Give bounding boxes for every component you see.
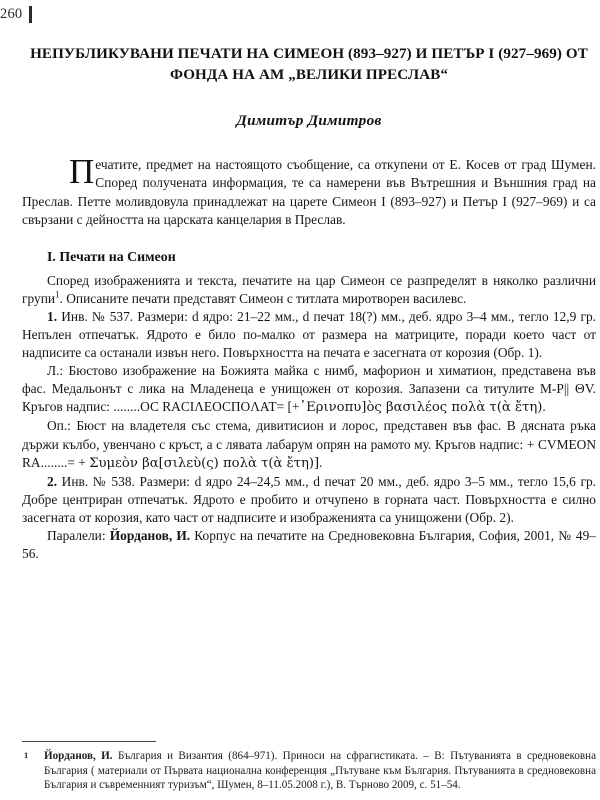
drop-cap: П <box>69 152 95 192</box>
seal-1-obverse-text-2: . <box>542 399 546 415</box>
seal-1-text-1: Инв. № 537. Размери: d ядро: 21–22 мм., d печат 18(?) мм., деб. ядро 3–4 мм., тегло 12,9 гр. Непълен отпечатък. Ядрото е било по-малко от размера на матриците, поради което част от надписите са останали извън него. Повърхността на печата е засегната от корозия (Обр. 1). <box>22 308 596 361</box>
page-number: 260 <box>0 6 23 23</box>
footnote-separator-rule <box>22 741 156 742</box>
section-paragraphs <box>22 272 596 564</box>
intro-paragraph <box>22 152 596 228</box>
running-head <box>0 6 32 23</box>
group-intro-text-0: Според изображенията и текста, печатите на цар Симеон се разпределят в няколко различни групи <box>22 272 596 306</box>
body-text <box>22 130 596 563</box>
footnote-1 <box>22 749 596 793</box>
group-intro-footnote-ref[interactable]: 1 <box>55 289 60 300</box>
section-heading-1: I. Печати на Симеон <box>47 249 176 265</box>
author-byline: Димитър Димитров <box>236 112 382 130</box>
seal-1-reverse-text-0: Оп.: Бюст на владетеля със стема, дивитисион и лорос, представен във фас. В дясната ръка държи кълбо, увенчано с кръст, а с лявата лабарум опрян на рамото му. Кръгов надпис: + CVMEON RA........= + <box>22 418 596 470</box>
footnote-text-1: България и Византия (864–971). Приноси на сфрагистиката. – В: Пътуванията в средновековна България ( материали от Първата национална конференция „Пътуване към България. Пътуванията в средновековна България и съвременният туризъм“, Шумен, 8–11.05.2008 г.), В. Търново 2009, с. 51–54. <box>44 750 596 792</box>
seal-2-bold-0: 2. <box>47 473 58 489</box>
text-column <box>22 44 596 563</box>
group-intro-text-2: . Описаните печати представят Симеон с титлата миротворен василевс. <box>59 290 467 306</box>
paragraph-seal-1 <box>22 308 596 362</box>
seal-1-obverse-text-0: Л.: Бюстово изображение на Божията майка с нимб, мафорион и химатион, представена във фас. Медальонът с лика на Младенеца е унищожен от корозия. Запазени са титулите M-P|| ΘV. Кръгов надпис: ........ОС RACIΛЕОСПОΛАТ= [+ <box>22 363 596 415</box>
footnote-bold-0: Йорданов, И. <box>44 750 113 763</box>
paragraph-group-intro <box>22 272 596 308</box>
seal-2-parallels-text-0: Паралели: <box>47 528 110 544</box>
seal-1-obverse-greek-1: ᾿Ερινοπυ]ὸς βασιλέος πολὰ τ(ὰ ἔτη) <box>299 400 543 416</box>
paragraph-seal-1-reverse <box>22 417 596 472</box>
seal-1-bold-0: 1. <box>47 308 58 324</box>
footnote-text <box>44 749 596 793</box>
intro-paragraph-text: ечатите, предмет на настоящото съобщение, са откупени от Е. Косев от град Шумен. Според получената информация, те са намерени във Вътрешния и Външния град на Преслав. Петте моливдовула принадлежат на царете Симеон I (893–927) и Петър I (927–969) и са свързани с дейността на царската канцелария в Преслав. <box>22 157 596 227</box>
paragraph-seal-1-obverse <box>22 362 596 417</box>
seal-2-text-1: Инв. № 538. Размери: d ядро 24–24,5 мм., d печат 20 мм., деб. ядро 3–5 мм., тегло 15,6 гр. Добре центриран отпечатък. Ядрото е пробито и отчупено в горната част. Повърхността е силно засегната от корозия, като част от надписите и изображенията са унищожени (Обр. 2). <box>22 473 596 525</box>
page-title: НЕПУБЛИКУВАНИ ПЕЧАТИ НА СИМЕОН (893–927) И ПЕТЪР I (927–969) ОТ ФОНДА НА АМ „ВЕЛИКИ ПРЕСЛАВ“ <box>30 46 588 83</box>
seal-2-parallels-text-2: Корпус на печатите на Средновековна България, София, 2001, № 49–56. <box>22 528 596 562</box>
footnote-marker: 1 <box>24 750 29 761</box>
seal-1-reverse-greek-1: Συμεὸν βα[σιλεὺ(ς) πολὰ τ(ὰ ἔτη)] <box>89 455 320 471</box>
seal-2-parallels-bold-1: Йорданов, И. <box>109 528 191 544</box>
footnote-area <box>22 741 596 793</box>
seal-1-reverse-text-2: . <box>319 454 323 470</box>
paragraph-seal-2-parallels <box>22 527 596 563</box>
paragraph-seal-2 <box>22 473 596 527</box>
folio-rule <box>29 6 32 23</box>
